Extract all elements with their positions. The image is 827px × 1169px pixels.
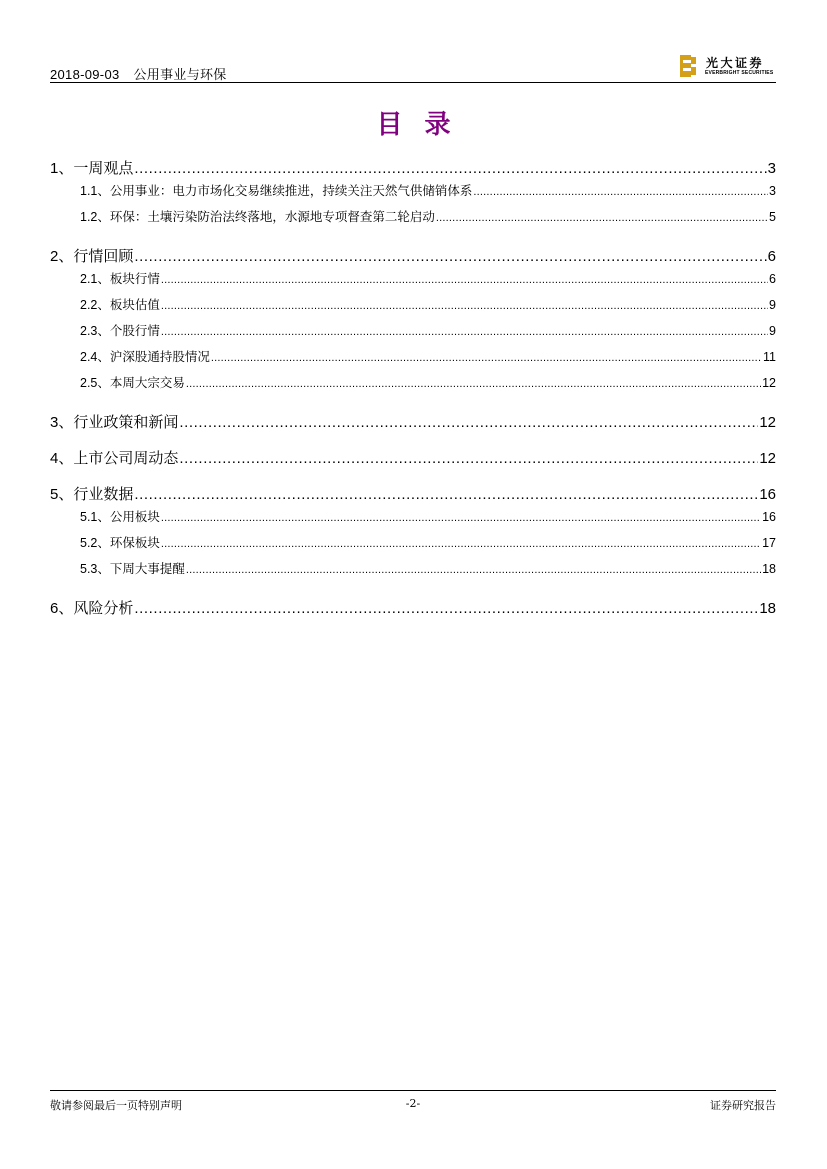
toc-page-number: 12 — [759, 414, 776, 431]
toc-leader-dots — [186, 564, 761, 576]
toc-page-number: 11 — [763, 350, 776, 364]
company-logo — [680, 54, 776, 80]
toc-leader-dots — [161, 326, 768, 338]
toc-page-number: 9 — [769, 324, 776, 338]
toc-number: 2.5、 — [80, 376, 110, 390]
toc-leader-dots — [161, 538, 761, 550]
toc-title: 板块估值 — [109, 298, 160, 312]
logo-text-en: EVERBRIGHT SECURITIES — [705, 70, 774, 76]
toc-subsection[interactable] — [50, 269, 776, 295]
toc-leader-dots — [134, 600, 758, 617]
sector-name: 公用事业与环保 — [133, 67, 227, 82]
toc-leader-dots — [211, 352, 762, 364]
toc-title: 板块行情 — [109, 272, 160, 286]
toc-number: 3、 — [50, 414, 74, 431]
toc-title: 环保板块 — [109, 536, 160, 550]
toc-subsection[interactable] — [50, 559, 776, 585]
toc-subsection[interactable] — [50, 181, 776, 207]
toc-title: 沪深股通持股情况 — [109, 350, 210, 364]
toc-number: 2.1、 — [80, 272, 110, 286]
toc-section[interactable] — [50, 447, 776, 471]
toc-section[interactable] — [50, 411, 776, 435]
toc-number: 2、 — [50, 248, 74, 265]
toc-page-number: 9 — [769, 298, 776, 312]
toc-number: 1.1、 — [80, 184, 110, 198]
toc-number: 6、 — [50, 600, 74, 617]
toc-number: 5.2、 — [80, 536, 110, 550]
toc-title: 上市公司周动态 — [73, 450, 179, 467]
toc-subsection[interactable] — [50, 507, 776, 533]
toc-title: 本周大宗交易 — [109, 376, 185, 390]
page-header — [50, 54, 776, 82]
toc-number: 4、 — [50, 450, 74, 467]
toc-page-number: 16 — [759, 486, 776, 503]
toc-page-number: 3 — [769, 184, 776, 198]
toc-page-number: 18 — [759, 600, 776, 617]
toc-page-number: 16 — [762, 510, 776, 524]
toc-section[interactable] — [50, 597, 776, 621]
toc-leader-dots — [134, 160, 766, 177]
toc-page-number: 6 — [767, 248, 776, 265]
footer-divider — [50, 1090, 776, 1091]
toc-leader-dots — [161, 512, 761, 524]
toc-title: 个股行情 — [109, 324, 160, 338]
toc-page-number: 18 — [762, 562, 776, 576]
toc-subsection[interactable] — [50, 321, 776, 347]
toc-leader-dots — [186, 378, 761, 390]
toc-title: 风险分析 — [73, 600, 134, 617]
header-info — [50, 64, 227, 83]
toc-page-number: 6 — [769, 272, 776, 286]
toc-section[interactable] — [50, 245, 776, 269]
toc-title: 行业数据 — [73, 486, 134, 503]
toc-number: 1.2、 — [80, 210, 110, 224]
toc-title: 行情回顾 — [73, 248, 134, 265]
toc-number: 5.3、 — [80, 562, 110, 576]
page-footer — [50, 1097, 776, 1113]
toc-page-number: 3 — [767, 160, 776, 177]
header-divider — [50, 82, 776, 83]
toc-subsection[interactable] — [50, 207, 776, 233]
toc-title: 一周观点 — [73, 160, 134, 177]
toc-title: 行业政策和新闻 — [73, 414, 179, 431]
page-title: 目录 — [376, 109, 473, 139]
footer-page-number: -2- — [405, 1097, 421, 1110]
toc-leader-dots — [134, 486, 758, 503]
toc-title: 公用板块 — [109, 510, 160, 524]
toc-leader-dots — [179, 414, 758, 431]
toc-number: 5、 — [50, 486, 74, 503]
report-date: 2018-09-03 — [50, 67, 120, 82]
toc-number: 1、 — [50, 160, 74, 177]
toc-title: 环保：土壤污染防治法终落地，水源地专项督查第二轮启动 — [109, 210, 435, 224]
toc-page-number: 17 — [762, 536, 776, 550]
toc-number: 2.3、 — [80, 324, 110, 338]
toc-leader-dots — [436, 212, 768, 224]
toc-subsection[interactable] — [50, 295, 776, 321]
toc-leader-dots — [161, 300, 768, 312]
footer-doc-type: 证券研究报告 — [710, 1099, 776, 1112]
toc-subsection[interactable] — [50, 373, 776, 399]
toc-section[interactable] — [50, 157, 776, 181]
toc-number: 2.4、 — [80, 350, 110, 364]
toc-number: 2.2、 — [80, 298, 110, 312]
everbright-logo-icon — [680, 55, 697, 77]
toc-leader-dots — [179, 450, 758, 467]
toc-subsection[interactable] — [50, 533, 776, 559]
toc-leader-dots — [473, 186, 768, 198]
logo-text-cn: 光大证券 — [706, 56, 765, 70]
toc-title: 下周大事提醒 — [109, 562, 185, 576]
toc-page-number: 12 — [762, 376, 776, 390]
toc-page-number: 5 — [769, 210, 776, 224]
toc-leader-dots — [161, 274, 768, 286]
toc-number: 5.1、 — [80, 510, 110, 524]
toc-section[interactable] — [50, 483, 776, 507]
toc-leader-dots — [134, 248, 766, 265]
footer-disclaimer: 敬请参阅最后一页特别声明 — [50, 1099, 182, 1112]
toc-subsection[interactable] — [50, 347, 776, 373]
table-of-contents — [50, 157, 776, 621]
toc-title: 公用事业：电力市场化交易继续推进，持续关注天然气供储销体系 — [109, 184, 473, 198]
toc-page-number: 12 — [759, 450, 776, 467]
